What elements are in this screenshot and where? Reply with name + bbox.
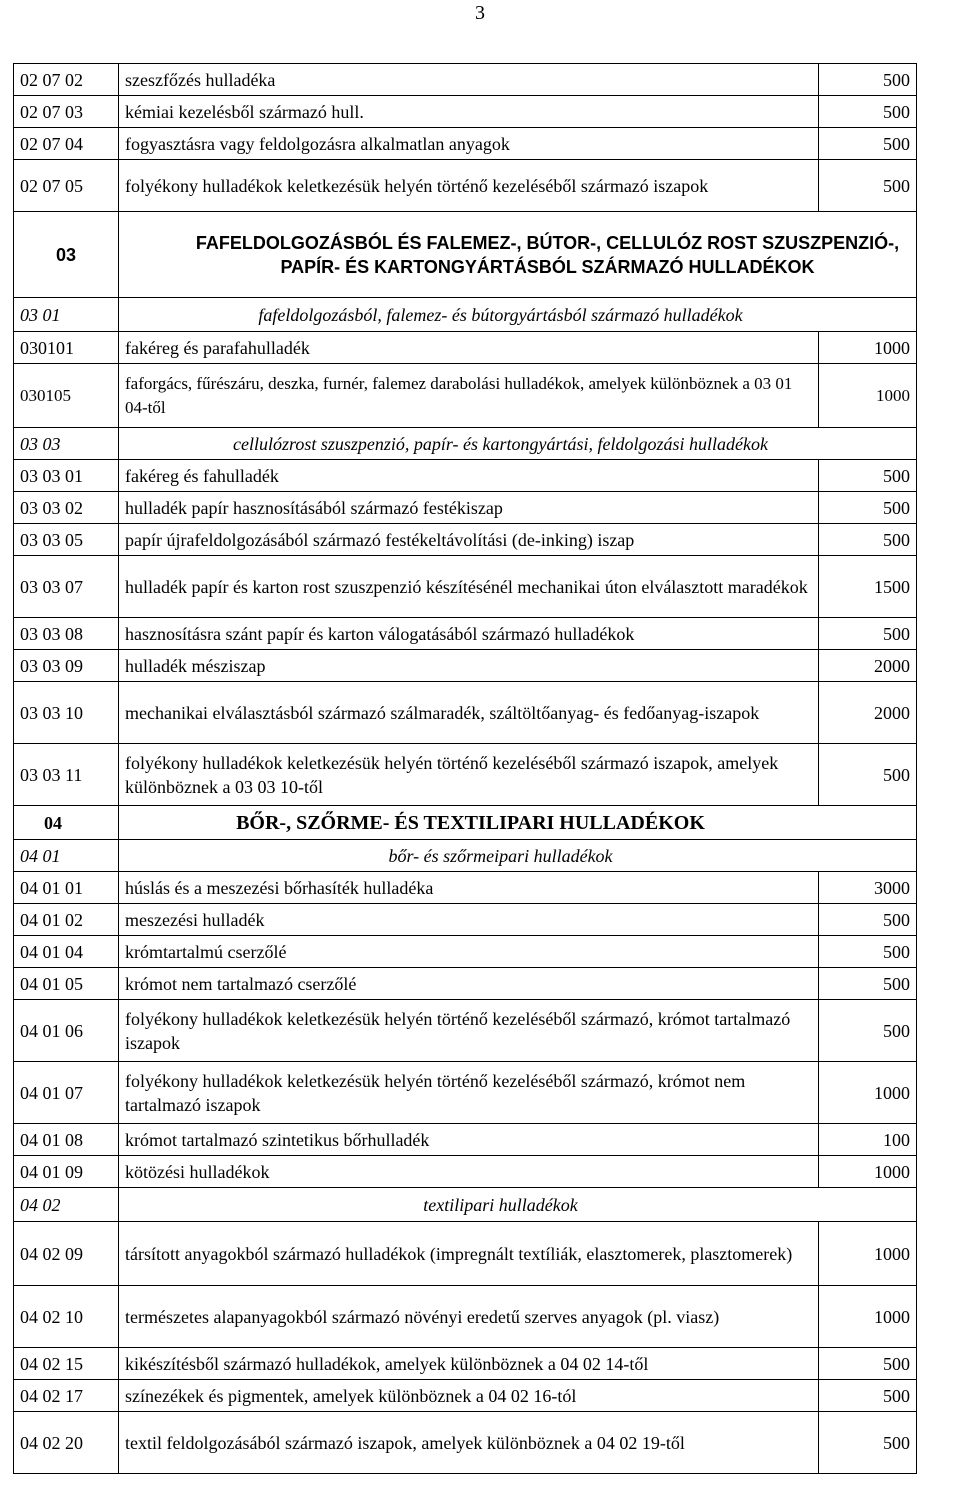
waste-description: folyékony hulladékok keletkezésük helyén történő kezeléséből származó, krómot tartalmazó iszapok — [119, 1000, 819, 1062]
waste-code: 03 03 08 — [14, 618, 119, 650]
table-row — [14, 682, 917, 744]
table-row — [14, 364, 917, 428]
waste-description: fakéreg és fahulladék — [119, 460, 819, 492]
waste-description: meszezési hulladék — [119, 904, 819, 936]
waste-description: krómtartalmú cserzőlé — [119, 936, 819, 968]
waste-code: 04 01 — [14, 840, 119, 872]
limit-value: 500 — [819, 160, 917, 212]
table-row — [14, 1062, 917, 1124]
waste-description: textilipari hulladékok — [119, 1188, 917, 1222]
limit-value: 500 — [819, 492, 917, 524]
limit-value: 500 — [819, 1000, 917, 1062]
limit-value: 2000 — [819, 682, 917, 744]
limit-value: 500 — [819, 968, 917, 1000]
limit-value: 100 — [819, 1124, 917, 1156]
limit-value: 500 — [819, 64, 917, 96]
waste-description: folyékony hulladékok keletkezésük helyén történő kezeléséből származó, krómot nem tartalmazó iszapok — [119, 1062, 819, 1124]
table-row — [14, 1156, 917, 1188]
waste-description: természetes alapanyagokból származó növényi eredetű szerves anyagok (pl. viasz) — [119, 1286, 819, 1348]
table-row — [14, 968, 917, 1000]
table-row — [14, 460, 917, 492]
waste-description: FAFELDOLGOZÁSBÓL ÉS FALEMEZ-, BÚTOR-, CELLULÓZ ROST SZUSZPENZIÓ-, PAPÍR- ÉS KARTONGYÁRTÁSBÓL SZÁRMAZÓ HULLADÉKOK — [119, 212, 917, 298]
waste-description: faforgács, fűrészáru, deszka, furnér, falemez darabolási hulladékok, amelyek különböznek a 03 01 04-től — [119, 364, 819, 428]
table-row — [14, 556, 917, 618]
limit-value: 500 — [819, 744, 917, 806]
limit-value: 500 — [819, 96, 917, 128]
waste-code: 03 03 09 — [14, 650, 119, 682]
waste-code: 04 02 17 — [14, 1380, 119, 1412]
limit-value: 500 — [819, 524, 917, 556]
waste-description: folyékony hulladékok keletkezésük helyén történő kezeléséből származó iszapok — [119, 160, 819, 212]
sub-row — [14, 840, 917, 872]
waste-code: 04 01 04 — [14, 936, 119, 968]
waste-code: 04 02 15 — [14, 1348, 119, 1380]
waste-description: társított anyagokból származó hulladékok (impregnált textíliák, elasztomerek, plasztomerek) — [119, 1222, 819, 1286]
waste-code: 030101 — [14, 332, 119, 364]
limit-value: 500 — [819, 1412, 917, 1474]
table-row — [14, 744, 917, 806]
limit-value: 500 — [819, 904, 917, 936]
waste-description: kötözési hulladékok — [119, 1156, 819, 1188]
limit-value: 500 — [819, 460, 917, 492]
waste-code-table — [13, 63, 917, 1474]
table-row — [14, 492, 917, 524]
waste-description: BŐR-, SZŐRME- ÉS TEXTILIPARI HULLADÉKOK — [119, 806, 917, 840]
waste-description: fakéreg és parafahulladék — [119, 332, 819, 364]
limit-value: 500 — [819, 936, 917, 968]
waste-description: krómot tartalmazó szintetikus bőrhulladék — [119, 1124, 819, 1156]
waste-code: 04 01 08 — [14, 1124, 119, 1156]
waste-code: 02 07 04 — [14, 128, 119, 160]
table-row — [14, 1124, 917, 1156]
waste-code: 04 02 — [14, 1188, 119, 1222]
table-row — [14, 128, 917, 160]
waste-description: színezékek és pigmentek, amelyek különböznek a 04 02 16-tól — [119, 1380, 819, 1412]
waste-description: kikészítésből származó hulladékok, amelyek különböznek a 04 02 14-től — [119, 1348, 819, 1380]
waste-code: 04 02 10 — [14, 1286, 119, 1348]
limit-value: 1000 — [819, 1286, 917, 1348]
waste-description: hulladék papír és karton rost szuszpenzió készítésénél mechanikai úton elválasztott maradékok — [119, 556, 819, 618]
waste-code: 02 07 03 — [14, 96, 119, 128]
waste-description: fafeldolgozásból, falemez- és bútorgyártásból származó hulladékok — [119, 298, 917, 332]
waste-code: 04 01 09 — [14, 1156, 119, 1188]
table-row — [14, 936, 917, 968]
waste-description: papír újrafeldolgozásából származó festékeltávolítási (de-inking) iszap — [119, 524, 819, 556]
table-row — [14, 618, 917, 650]
waste-description: fogyasztásra vagy feldolgozásra alkalmatlan anyagok — [119, 128, 819, 160]
waste-code: 03 03 05 — [14, 524, 119, 556]
waste-code: 03 03 — [14, 428, 119, 460]
table-row — [14, 524, 917, 556]
waste-code: 03 03 01 — [14, 460, 119, 492]
waste-code: 03 03 11 — [14, 744, 119, 806]
waste-code: 03 01 — [14, 298, 119, 332]
limit-value: 1500 — [819, 556, 917, 618]
page-number: 3 — [475, 2, 485, 24]
table-row — [14, 1222, 917, 1286]
group-row — [14, 806, 917, 840]
waste-code: 04 01 07 — [14, 1062, 119, 1124]
sub-row — [14, 298, 917, 332]
limit-value: 2000 — [819, 650, 917, 682]
waste-code: 02 07 02 — [14, 64, 119, 96]
waste-code: 03 03 07 — [14, 556, 119, 618]
table-row — [14, 160, 917, 212]
table-row — [14, 96, 917, 128]
waste-code: 02 07 05 — [14, 160, 119, 212]
waste-code: 04 02 20 — [14, 1412, 119, 1474]
waste-code: 04 01 05 — [14, 968, 119, 1000]
limit-value: 1000 — [819, 332, 917, 364]
waste-description: szeszfőzés hulladéka — [119, 64, 819, 96]
waste-description: bőr- és szőrmeipari hulladékok — [119, 840, 917, 872]
waste-code: 03 — [14, 212, 119, 298]
waste-code: 03 03 02 — [14, 492, 119, 524]
table-row — [14, 650, 917, 682]
waste-code: 04 02 09 — [14, 1222, 119, 1286]
waste-code: 030105 — [14, 364, 119, 428]
table-row — [14, 1000, 917, 1062]
limit-value: 1000 — [819, 1062, 917, 1124]
waste-description: hasznosításra szánt papír és karton válogatásából származó hulladékok — [119, 618, 819, 650]
waste-description: hulladék mésziszap — [119, 650, 819, 682]
table-row — [14, 1412, 917, 1474]
table-row — [14, 64, 917, 96]
waste-code: 04 01 06 — [14, 1000, 119, 1062]
table-row — [14, 1286, 917, 1348]
waste-code: 04 — [14, 806, 119, 840]
limit-value: 3000 — [819, 872, 917, 904]
table-row — [14, 872, 917, 904]
limit-value: 500 — [819, 1348, 917, 1380]
waste-description: húslás és a meszezési bőrhasíték hulladéka — [119, 872, 819, 904]
limit-value: 500 — [819, 618, 917, 650]
waste-description: kémiai kezelésből származó hull. — [119, 96, 819, 128]
sub-row — [14, 1188, 917, 1222]
waste-description: folyékony hulladékok keletkezésük helyén történő kezeléséből származó iszapok, amelyek különböznek a 03 03 10-től — [119, 744, 819, 806]
heading-row — [14, 212, 917, 298]
sub-row — [14, 428, 917, 460]
waste-code: 04 01 02 — [14, 904, 119, 936]
limit-value: 500 — [819, 128, 917, 160]
limit-value: 1000 — [819, 1222, 917, 1286]
waste-code: 04 01 01 — [14, 872, 119, 904]
limit-value: 1000 — [819, 1156, 917, 1188]
table-row — [14, 1348, 917, 1380]
waste-description: cellulózrost szuszpenzió, papír- és kartongyártási, feldolgozási hulladékok — [119, 428, 917, 460]
table-row — [14, 332, 917, 364]
waste-description: textil feldolgozásából származó iszapok, amelyek különböznek a 04 02 19-től — [119, 1412, 819, 1474]
table-row — [14, 904, 917, 936]
waste-code: 03 03 10 — [14, 682, 119, 744]
limit-value: 500 — [819, 1380, 917, 1412]
limit-value: 1000 — [819, 364, 917, 428]
waste-description: hulladék papír hasznosításából származó festékiszap — [119, 492, 819, 524]
waste-description: mechanikai elválasztásból származó szálmaradék, száltöltőanyag- és fedőanyag-iszapok — [119, 682, 819, 744]
table-row — [14, 1380, 917, 1412]
waste-description: krómot nem tartalmazó cserzőlé — [119, 968, 819, 1000]
